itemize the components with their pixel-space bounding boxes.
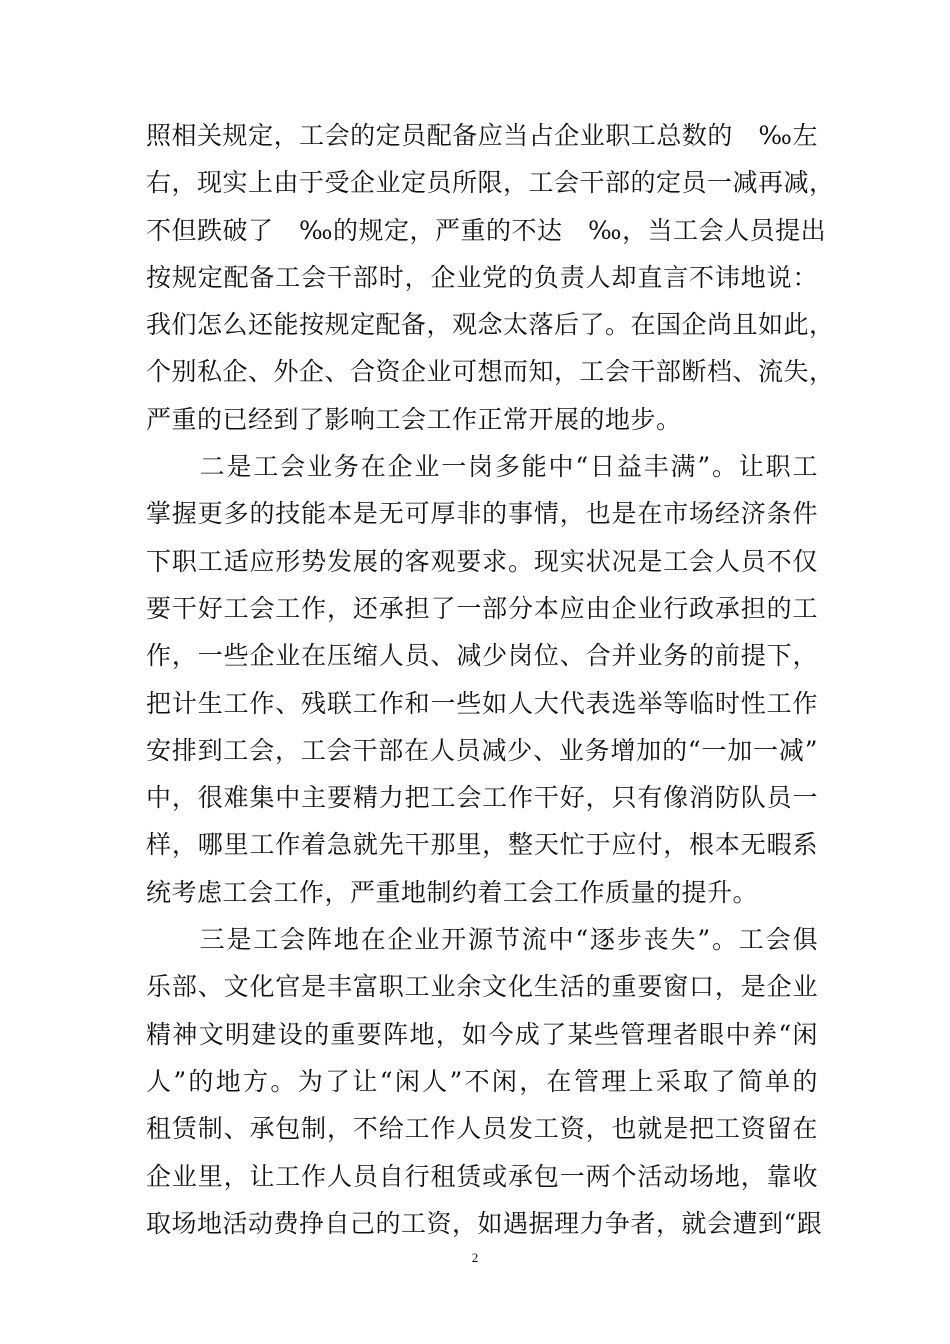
text-line: 按规定配备工会干部时，企业党的负责人却直言不讳地说： <box>146 262 818 292</box>
text-line: 三是工会阵地在企业开源节流中“逐步丧失”。工会俱 <box>146 925 818 955</box>
text-line: 租赁制、承包制，不给工作人员发工资，也就是把工资留在 <box>146 1114 818 1144</box>
text-line: 我们怎么还能按规定配备，观念太落后了。在国企尚且如此， <box>146 310 835 340</box>
text-line: 乐部、文化官是丰富职工业余文化生活的重要窗口，是企业 <box>146 972 818 1002</box>
text-line: 右，现实上由于受企业定员所限，工会干部的定员一减再减， <box>146 168 835 198</box>
text-line: 要干好工会工作，还承担了一部分本应由企业行政承担的工 <box>146 593 818 623</box>
text-line: 把计生工作、残联工作和一些如人大代表选举等临时性工作 <box>146 688 818 718</box>
text-line: 安排到工会，工会干部在人员减少、业务增加的“一加一减” <box>146 735 818 765</box>
text-line: 严重的已经到了影响工会工作正常开展的地步。 <box>146 404 682 434</box>
text-line: 统考虑工会工作，严重地制约着工会工作质量的提升。 <box>146 877 759 907</box>
text-line: 取场地活动费挣自己的工资，如遇据理力争者，就会遭到“跟 <box>146 1208 823 1238</box>
text-line: 样，哪里工作着急就先干那里，整天忙于应付，根本无暇系 <box>146 830 818 860</box>
page-number: 2 <box>471 1250 479 1265</box>
text-line: 下职工适应形势发展的客观要求。现实状况是工会人员不仅 <box>146 546 818 576</box>
text-line: 不但跌破了 ‰的规定，严重的不达 ‰，当工会人员提出 <box>146 215 827 245</box>
text-line: 精神文明建设的重要阵地，如今成了某些管理者眼中养“闲 <box>146 1019 818 1049</box>
text-line: 企业里，让工作人员自行租赁或承包一两个活动场地，靠收 <box>146 1161 818 1191</box>
text-line: 个别私企、外企、合资企业可想而知，工会干部断档、流失， <box>146 357 835 387</box>
text-line: 照相关规定，工会的定员配备应当占企业职工总数的 ‰左 <box>146 121 818 150</box>
text-line: 人”的地方。为了让“闲人”不闲，在管理上采取了简单的 <box>146 1066 818 1096</box>
body-text <box>146 112 835 1247</box>
text-line: 掌握更多的技能本是无可厚非的事情，也是在市场经济条件 <box>146 499 818 529</box>
text-line: 中，很难集中主要精力把工会工作干好，只有像消防队员一 <box>146 783 818 813</box>
text-line: 作，一些企业在压缩人员、减少岗位、合并业务的前提下， <box>146 641 818 671</box>
text-line: 二是工会业务在企业一岗多能中“日益丰满”。让职工 <box>146 452 818 482</box>
